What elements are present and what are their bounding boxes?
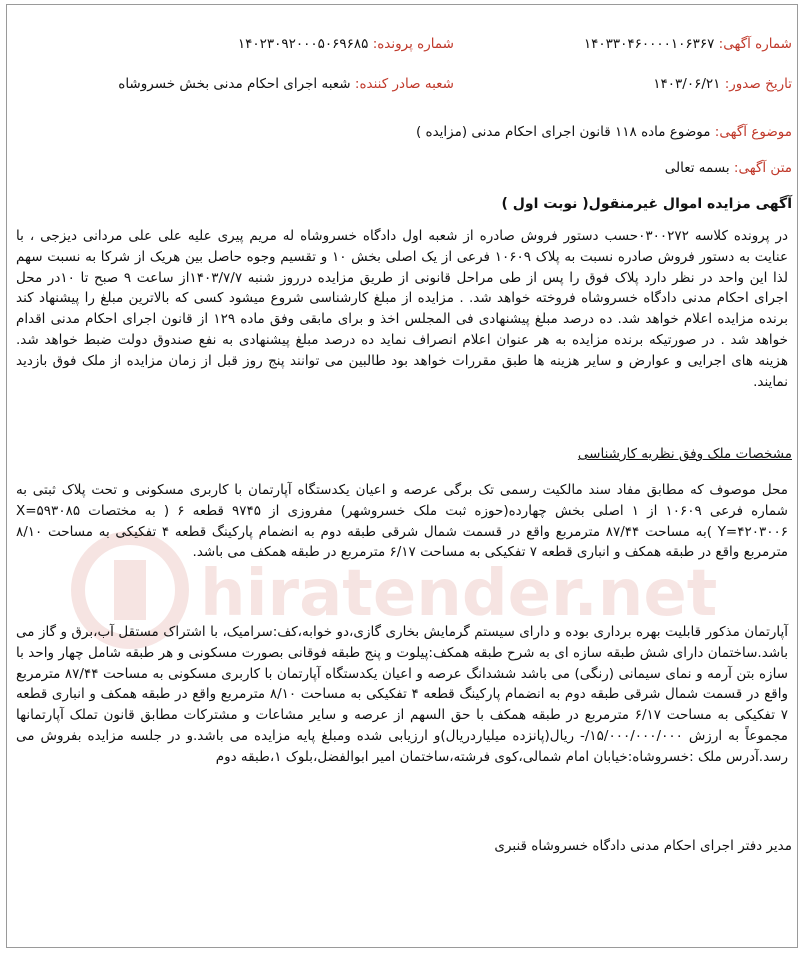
issue-date [653,76,792,92]
case-number [238,36,454,52]
paragraph-property-location: محل موصوف که مطابق مفاد سند مالکیت رسمی تک برگی عرصه و اعیان یکدستگاه آپارتمان با کاربری مسکونی و تحت پلاک ثبتی به شماره فرعی ۱۰۶۰۹ از ۱ اصلی بخش چهارده(حوزه ثبت ملک خسروشهر) مفروزی از ۹۷۴۵ قطعه ۶ ( به مختصات X=۵۹۳۰۸۵ Y=۴۲۰۳۰۰۶ )به مساحت ۸۷/۴۴ مترمربع واقع در قسمت شمال شرقی طبقه دوم به انضمام پارکینگ قطعه ۴ تفکیکی به مساحت ۸/۱۰ مترمربع واقع در طبقه همکف و انباری قطعه ۷ تفکیکی به مساحت ۶/۱۷ مترمربع در طبقه همکف می باشد. [16,482,788,561]
subject-value: موضوع ماده ۱۱۸ قانون اجرای احکام مدنی (مزایده ) [415,124,711,140]
notice-number [584,36,792,52]
issuer-value: شعبه اجرای احکام مدنی بخش خسروشاه [118,76,351,92]
case-number-value: ۱۴۰۲۳۰۹۲۰۰۰۵۰۶۹۶۸۵ [237,36,369,52]
section-heading: مشخصات ملک وفق نظریه کارشناسی [577,446,792,462]
body-intro-value: بسمه تعالی [664,160,730,176]
notice-frame [6,4,798,948]
case-number-label: شماره پرونده: [372,36,454,52]
paragraph-auction-details: در پرونده کلاسه ۰۳۰۰۲۷۲حسب دستور فروش صادره از شعبه اول دادگاه خسروشاه له مریم پیری علیه علی علی مردانی دیزجی ، با عنایت به دستور فروش صادره نسبت به پلاک ۱۰۶۰۹ فرعی از یک اصلی بخش ۱۰ و تقسیم وجوه حاصل بین هریک از شرکا به نسبت سهم لذا این واحد در نظر دارد پلاک فوق را پس از طی مراحل قانونی از طریق مزایده درروز شنبه ۱۴۰۳/۷/۷از ساعت ۹ صبح تا ۱۰در محل اجرای احکام مدنی دادگاه خسروشاه فروخته خواهد شد. . مزایده از مبلغ کارشناسی شروع میشود کسی که بالاترین مبلغ را پیشنهاد کند برنده مزایده اعلام خواهد شد. ده درصد مبلغ پیشنهادی فی المجلس اخذ و برای مابقی وفق ماده ۱۲۹ از قانون اجرای احکام مدنی اقدام خواهد شد . در صورتیکه برنده مزایده به هر عنوان اعلام انصراف نماید ده درصد مبلغ پیشنهادی به نفع صندوق دولت ضبط خواهد شد. هزینه های اجرایی و عوارض و سایر هزینه ها طبق مقررات خواهد بود طالبین می توانند پنج روز قبل از زمان مزایده از ملک فوق بازدید نمایند. [16,228,789,390]
issue-date-label: تاریخ صدور: [724,76,792,92]
notice-title: آگهی مزایده اموال غیرمنقول( نوبت اول ) [501,196,792,212]
signature: مدیر دفتر اجرای احکام مدنی دادگاه خسروشاه قنبری [494,838,792,854]
notice-number-value: ۱۴۰۳۳۰۴۶۰۰۰۰۱۰۶۳۶۷ [583,36,715,52]
body-intro-label: متن آگهی: [733,160,792,176]
body-intro [665,160,792,176]
notice-number-label: شماره آگهی: [718,36,792,52]
issuer [118,76,454,92]
paragraph-property-description: آپارتمان مذکور قابلیت بهره برداری بوده و دارای سیستم گرمایش بخاری گازی،دو خوابه،کف:سرامیک، با اشتراک مستقل آب،برق و گاز می باشد.ساختمان دارای شش طبقه سازه ای به شرح طبقه همکف:پیلوت و پنج طبقه فوقانی بصورت مسکونی و هر طبقه شامل چهار واحد با سازه بتن آرمه و نمای سیمانی (رنگی) می باشد ششدانگ عرصه و اعیان یکدستگاه آپارتمان با کاربری مسکونی به مساحت ۸۷/۴۴ مترمربع واقع در قسمت شمال شرقی طبقه دوم به انضمام پارکینگ قطعه ۴ تفکیکی به مساحت ۸/۱۰ مترمربع واقع در طبقه همکف و انباری قطعه ۷ تفکیکی به مساحت ۶/۱۷ مترمربع در طبقه همکف با حق السهم از عرصه و سایر مشاعات و مشترکات مطابق قانون تملک آپارتمانها مجموعاً به ارزش ۱۵/۰۰۰/۰۰۰/۰۰۰/- ریال(پانزده میلیاردریال)و ارزیابی شده ومبلغ پایه مزایده می باشد.و در جلسه مزایده بفروش می رسد.آدرس ملک :خسروشاه:خیابان امام شمالی،کوی فرشته،ساختمان امیر ابوالفضل،بلوک ۱،طبقه دوم [16,624,788,765]
issuer-label: شعبه صادر کننده: [354,76,454,92]
subject-label: موضوع آگهی: [714,124,792,140]
issue-date-value: ۱۴۰۳/۰۶/۲۱ [653,76,721,92]
subject [416,124,792,140]
